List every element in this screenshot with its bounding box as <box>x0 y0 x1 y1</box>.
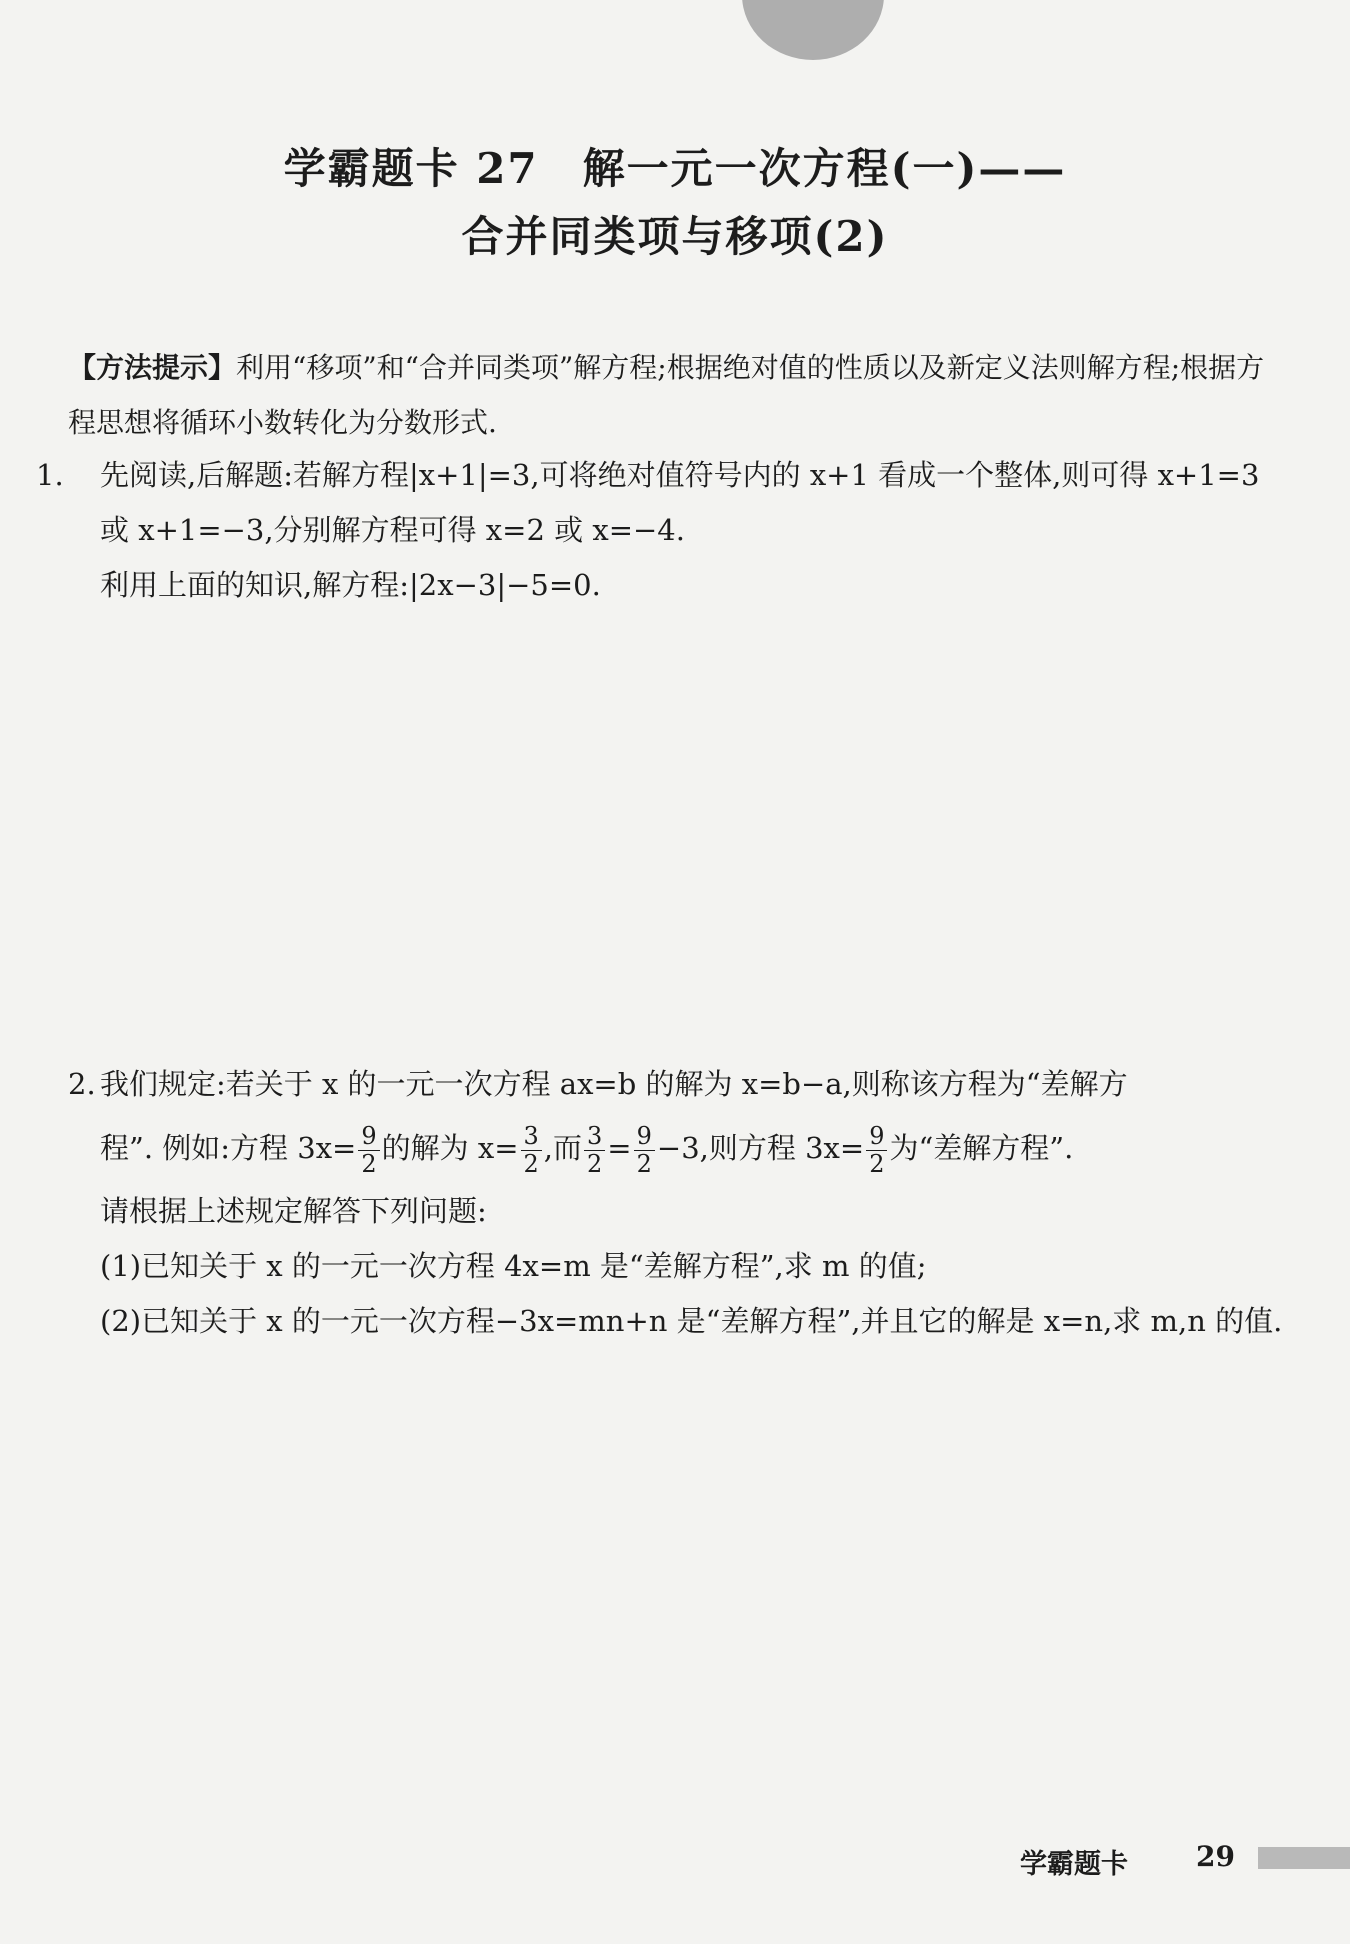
question-2-instruction: 请根据上述规定解答下列问题: <box>100 1194 487 1228</box>
fraction: $\frac{9}{2}$ <box>358 1123 379 1178</box>
fraction: $\frac{9}{2}$ <box>634 1123 655 1178</box>
question-1-line1: 先阅读,后解题:若解方程|x+1|=3,可将绝对值符号内的 x+1 看成一个整体,则可得 x+1=3 或 x+1=−3,分别解方程可得 x=2 或 x=−4. <box>100 458 1260 547</box>
question-2 <box>68 1057 1283 1349</box>
page-tab-decoration <box>742 0 884 60</box>
question-1-text <box>36 448 1283 558</box>
footer-label: 学霸题卡 <box>1020 1849 1128 1880</box>
fraction: $\frac{3}{2}$ <box>521 1123 542 1178</box>
footer-bar-decoration <box>1258 1847 1350 1869</box>
page-title <box>0 136 1350 196</box>
method-hint <box>68 340 1283 450</box>
question-1-task: 利用上面的知识,解方程:|2x−3|−5=0. <box>100 568 601 602</box>
lesson-title: 解一元一次方程(一)—— <box>582 144 1067 193</box>
question-1-number: 1. <box>36 458 64 492</box>
question-2-example: 程”. 例如:方程 3x= $\frac{9}{2}$ 的解为 x= $\frac{3}{2}$ ,而 $\frac{3}{2}$ = $\frac{9}{2}$ −3,则方程 3x= $\frac{9}{2}$ 为“差解方程”. <box>100 1121 1074 1178</box>
method-hint-text: 利用“移项”和“合并同类项”解方程;根据绝对值的性质以及新定义法则解方程;根据方程思想将循环小数转化为分数形式. <box>68 351 1265 439</box>
fraction: $\frac{9}{2}$ <box>866 1123 887 1178</box>
question-2-number: 2. <box>68 1067 96 1101</box>
method-hint-label: 【方法提示】 <box>68 351 237 384</box>
page-subtitle: 合并同类项与移项(2) <box>461 212 889 261</box>
question-2-part-1: (1)已知关于 x 的一元一次方程 4x=m 是“差解方程”,求 m 的值; <box>100 1249 927 1283</box>
page-number: 29 <box>1196 1840 1235 1873</box>
question-2-part-2: (2)已知关于 x 的一元一次方程−3x=mn+n 是“差解方程”,并且它的解是 x=n,求 m,n 的值. <box>100 1304 1283 1338</box>
question-2-line1: 2. 我们规定:若关于 x 的一元一次方程 ax=b 的解为 x=b−a,则称该方程为“差解方 <box>68 1057 1283 1112</box>
fraction: $\frac{3}{2}$ <box>584 1123 605 1178</box>
question-1 <box>36 448 1283 613</box>
card-number: 学霸题卡 27 <box>283 144 539 193</box>
